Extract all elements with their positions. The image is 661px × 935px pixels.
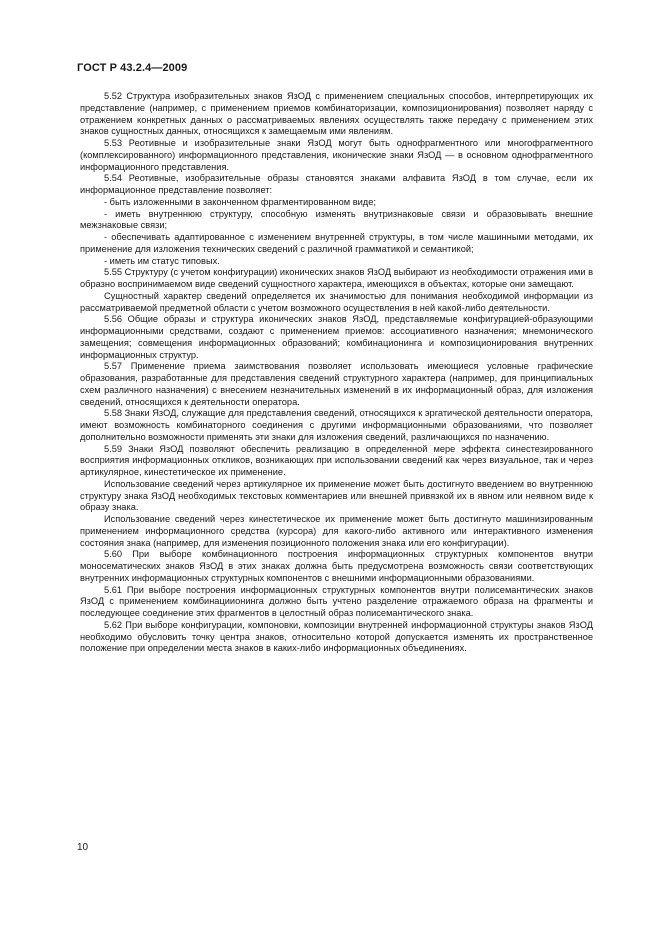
list-item: - иметь им статус типовых. bbox=[104, 255, 220, 266]
list-item: - быть изложенными в законченном фрагментированном виде; bbox=[104, 196, 376, 207]
paragraph-5-53: 5.53 Реотивные и изобразительные знаки ЯзОД могут быть однофрагментного или многофрагментного (комплексированного) информационного представления, иконические знаки ЯзОД — в основном однофрагментного информационного представления. bbox=[80, 138, 593, 172]
list-item: - обеспечивать адаптированное с изменением внутренней структуры, в том числе машинными методами, их применение для изложения технических сведений с различной грамматикой и семантикой; bbox=[80, 232, 593, 254]
paragraph-5-54: 5.54 Реотивные, изобразительные образы становятся знаками алфавита ЯзОД в том случае, если их информационное представление позволяет: bbox=[80, 173, 593, 195]
paragraph: Использование сведений через кинестетическое их применение может быть достигнуто машинизированным применением информационного средства (курсора) для какого-либо активного или интерактивного изменения состояния знака (например, для изменения позиционного положения знака или его конфигурации). bbox=[80, 514, 593, 548]
paragraph: Использование сведений через артикулярное их применение может быть достигнуто введением во внутреннюю структуру знака ЯзОД необходимых текстовых комментариев или внешней привязкой их в явном или неявном виде к образу знака. bbox=[80, 478, 593, 513]
document-body bbox=[80, 91, 593, 655]
paragraph-5-61: 5.61 При выборе построения информационных структурных компонентов внутри полисемантических знаков ЯзОД с применением комбинациионинга должно быть учтено разделение отражаемого образа на фрагменты и последующее соединение этих фрагментов в целостный образ полисемантического знака. bbox=[80, 584, 593, 618]
paragraph-5-55: 5.55 Структуру (с учетом конфигурации) иконических знаков ЯзОД выбирают из необходимости отражения ими в образно воспринимаемом виде сведений сущностного характера, имеющихся в объектах, которые они замещают. bbox=[80, 267, 593, 289]
paragraph-5-59: 5.59 Знаки ЯзОД позволяют обеспечить реализацию в определенной мере эффекта синестезированного восприятия информационных откликов, возникающих при использовании сведений как через визуальное, так и через артикулярное, кинестетическое их применение. bbox=[80, 443, 593, 477]
paragraph-5-57: 5.57 Применение приема заимствования позволяет использовать имеющиеся условные графические образования, разработанные для представления сведений структурного характера (например, для принципиальных схем различного назначения) с внесением незначительных изменений в их информационный образ, для изложения сведений, относящихся к деятельности оператора. bbox=[80, 361, 593, 407]
paragraph-5-56: 5.56 Общие образы и структура иконических знаков ЯзОД, представляемые конфигурацией-образующими информационными средствами, создают с применением приемов: ассоциативного назначения; мнемонического замещения; совмещения информационных образований; комбинационинга и композиционирования внутренних информационных структур. bbox=[80, 314, 593, 360]
paragraph: Сущностный характер сведений определяется их значимостью для понимания необходимой информации из рассматриваемой предметной области с учетом возможного осуществления в ней какой-либо деятельности. bbox=[80, 290, 593, 313]
paragraph-5-62: 5.62 При выборе конфигурации, компоновки, композиции внутренней информационной структуры знаков ЯзОД необходимо обусловить точку центра знаков, относительно которой допускается изменять их пространственное положение при определении места знаков в каких-либо информационных объединениях. bbox=[80, 619, 593, 654]
paragraph-5-52: 5.52 Структура изобразительных знаков ЯзОД с применением специальных способов, интерпретирующих их представление (например, с применением приемов комбинаторизации, композиционирования) позволяет наряду с отражением конкретных данных о рассматриваемых явлениях осуществлять также передачу с применением этих знаков сущностных данных, относящихся к замещаемым ими явлениям. bbox=[80, 91, 593, 137]
document-header: ГОСТ Р 43.2.4—2009 bbox=[77, 62, 188, 74]
paragraph-5-60: 5.60 При выборе комбинационного построения информационных структурных компонентов внутри моносематических знаков ЯзОД в этих знаках должна быть предусмотрена возможность связи соответствующих внутренних информационных структурных компонентов с внешними информационными образованиями. bbox=[80, 549, 593, 583]
paragraph-5-58: 5.58 Знаки ЯзОД, служащие для представления сведений, относящихся к эргатической деятельности оператора, имеют возможность комбинаторного соединения с другими информационными образованиями, что позволяет дополнительно возможности применять эти знаки для изложения сведений, различающихся по назначению. bbox=[80, 408, 593, 442]
page-number: 10 bbox=[77, 842, 89, 853]
list-item: - иметь внутреннюю структуру, способную изменять внутризнаковые связи и образовывать внешние межзнаковые связи; bbox=[80, 208, 593, 231]
